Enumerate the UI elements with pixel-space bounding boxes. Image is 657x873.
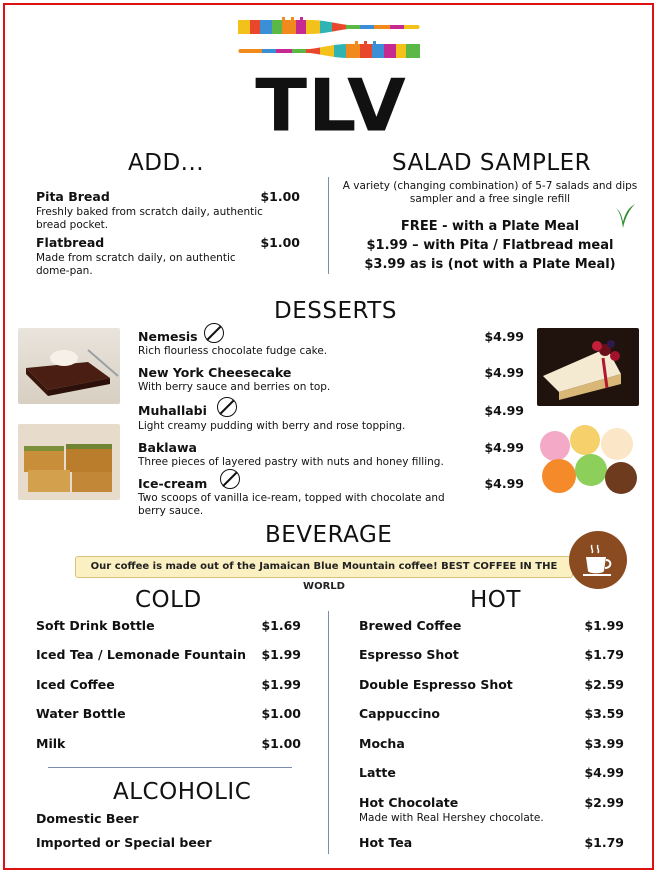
sampler-price-line: $3.99 as is (not with a Plate Meal)	[364, 257, 616, 272]
add-item-name: Pita Bread	[36, 189, 110, 204]
cold-item-name: Iced Coffee	[36, 677, 115, 692]
add-item-price: $1.00	[260, 235, 300, 250]
dessert-item-desc: Three pieces of layered pastry with nuts and honey filling.	[138, 456, 444, 468]
cheesecake-photo	[537, 328, 639, 406]
dessert-item-price: $4.99	[484, 476, 524, 491]
cold-item-price: $1.00	[261, 706, 301, 721]
add-title: ADD...	[128, 150, 205, 176]
alcoholic-item-name: Domestic Beer	[36, 811, 139, 826]
add-item-price: $1.00	[260, 189, 300, 204]
dessert-item-price: $4.99	[484, 329, 524, 344]
hot-item-price: $1.79	[584, 647, 624, 662]
no-gluten-icon	[220, 469, 240, 489]
no-gluten-icon	[217, 397, 237, 417]
add-item-desc: Freshly baked from scratch daily, authentic bread pocket.	[36, 206, 263, 231]
add-item-name: Flatbread	[36, 235, 105, 250]
dessert-item-name: Muhallabi	[138, 403, 207, 418]
alcoholic-title: ALCOHOLIC	[113, 779, 252, 805]
dessert-item-name: Nemesis	[138, 329, 198, 344]
cold-alcoholic-divider	[48, 767, 292, 768]
dessert-item-price: $4.99	[484, 403, 524, 418]
hot-item-name: Hot Tea	[359, 835, 413, 850]
hot-item-name: Brewed Coffee	[359, 618, 462, 633]
coffee-cup-icon	[569, 531, 627, 589]
cold-item-name: Water Bottle	[36, 706, 126, 721]
dessert-item-name: New York Cheesecake	[138, 365, 292, 380]
column-divider	[328, 611, 329, 854]
sampler-price-line: FREE - with a Plate Meal	[400, 219, 580, 234]
hot-item-name: Mocha	[359, 736, 405, 751]
column-divider	[328, 177, 329, 274]
cold-item-name: Soft Drink Bottle	[36, 618, 155, 633]
hot-item-price: $4.99	[584, 765, 624, 780]
baklawa-photo	[18, 424, 120, 500]
cold-item-name: Milk	[36, 736, 66, 751]
cold-item-name: Iced Tea / Lemonade Fountain	[36, 647, 247, 662]
dessert-item-desc: Rich flourless chocolate fudge cake.	[138, 345, 328, 357]
fork-logo-icon	[238, 41, 420, 60]
hot-item-price: $2.59	[584, 677, 624, 692]
add-item-desc: Made from scratch daily, on authentic dome-pan.	[36, 252, 236, 277]
no-gluten-icon	[204, 323, 224, 343]
hot-item-price: $3.99	[584, 736, 624, 751]
beverage-title: BEVERAGE	[265, 522, 393, 548]
alcoholic-item-name: Imported or Special beer	[36, 835, 212, 850]
cold-title: COLD	[135, 587, 202, 613]
hot-item-name: Latte	[359, 765, 396, 780]
dessert-item-name: Ice-cream	[138, 476, 208, 491]
hot-item-price: $1.79	[584, 835, 624, 850]
nemesis-cake-photo	[18, 328, 120, 404]
fork-logo-icon	[238, 17, 420, 36]
dessert-item-price: $4.99	[484, 440, 524, 455]
hot-item-price: $2.99	[584, 795, 624, 810]
ice-cream-photo	[537, 424, 639, 502]
dessert-item-price: $4.99	[484, 365, 524, 380]
hot-item-desc: Made with Real Hershey chocolate.	[359, 812, 544, 824]
hot-item-name: Double Espresso Shot	[359, 677, 513, 692]
salad-sampler-title: SALAD SAMPLER	[392, 150, 592, 176]
logo-text: TLV	[255, 63, 407, 148]
cold-item-price: $1.00	[261, 736, 301, 751]
hot-item-price: $3.59	[584, 706, 624, 721]
cold-item-price: $1.69	[261, 618, 301, 633]
salad-sampler-desc: A variety (changing combination) of 5-7 salads and dips sampler and a free single refill	[342, 180, 638, 205]
cold-item-price: $1.99	[261, 647, 301, 662]
dessert-item-desc: With berry sauce and berries on top.	[138, 381, 331, 393]
dessert-item-name: Baklawa	[138, 440, 197, 455]
hot-item-name: Hot Chocolate	[359, 795, 459, 810]
hot-item-name: Cappuccino	[359, 706, 440, 721]
hot-title: HOT	[470, 587, 521, 613]
sampler-price-line: $1.99 – with Pita / Flatbread meal	[366, 238, 614, 253]
hot-item-name: Espresso Shot	[359, 647, 459, 662]
hot-item-price: $1.99	[584, 618, 624, 633]
desserts-title: DESSERTS	[274, 298, 397, 324]
coffee-banner: Our coffee is made out of the Jamaican Blue Mountain coffee! BEST COFFEE IN THE WORLD	[75, 556, 573, 578]
dessert-item-desc: Two scoops of vanilla ice-ream, topped with chocolate and berry sauce.	[138, 492, 445, 517]
dessert-item-desc: Light creamy pudding with berry and rose topping.	[138, 420, 406, 432]
cold-item-price: $1.99	[261, 677, 301, 692]
vegan-leaf-icon	[613, 202, 637, 230]
